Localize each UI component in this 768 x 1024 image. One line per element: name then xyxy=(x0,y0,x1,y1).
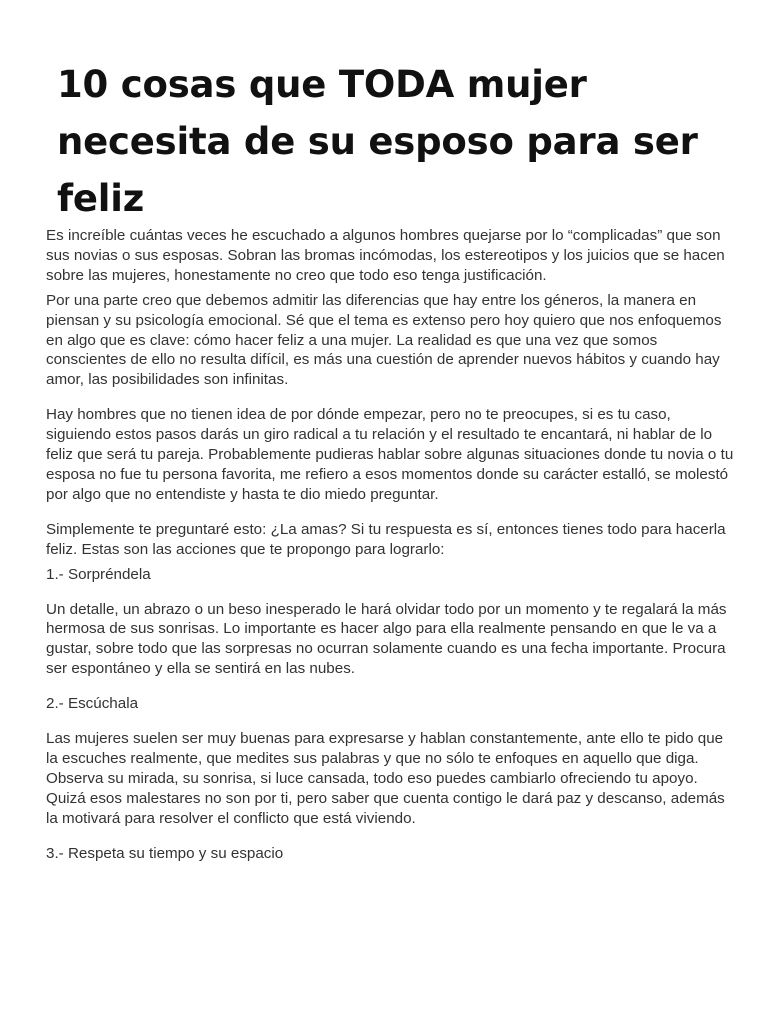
article-body xyxy=(46,226,736,863)
page-title: 10 cosas que TODA mujer necesita de su esposo para ser feliz xyxy=(57,63,698,220)
spacer xyxy=(46,505,736,520)
section-heading-escuchala: 2.- Escúchala xyxy=(46,695,139,713)
spacer xyxy=(46,714,736,729)
paragraph-question: Simplemente te preguntaré esto: ¿La amas? Si tu respuesta es sí, entonces tienes todo para hacerla feliz. Estas son las acciones que te propongo para lograrlo: xyxy=(46,520,726,558)
paragraph-sorprendela: Un detalle, un abrazo o un beso inesperado le hará olvidar todo por un momento y te regalará la más hermosa de sus sonrisas. Lo importante es hacer algo para ella realmente pensando en que le va a gustar, sobre todo que las sorpresas no ocurran solamente cuando es una fecha importante. Procura ser espontáneo y ella se sentirá en las nubes. xyxy=(46,600,727,678)
paragraph-where-to-start: Hay hombres que no tienen idea de por dónde empezar, pero no te preocupes, si es tu caso, siguiendo estos pasos darás un giro radical a tu relación y el resultado te encantará, ni hablar de lo feliz que será tu pareja. Probablemente pudieras hablar sobre algunas situaciones donde tu novia o tu esposa no fue tu persona favorita, me refiero a esos momentos donde su carácter estalló, se molestó por algo que no entendiste y hasta te dio miedo preguntar. xyxy=(46,406,734,503)
spacer xyxy=(46,390,736,405)
spacer xyxy=(46,585,736,600)
spacer xyxy=(46,679,736,694)
section-heading-sorprendela: 1.- Sorpréndela xyxy=(46,565,151,583)
paragraph-differences: Por una parte creo que debemos admitir las diferencias que hay entre los géneros, la manera en piensan y su psicología emocional. Sé que el tema es extenso pero hoy quiero que nos enfoquemos en algo que es clave: cómo hacer feliz a una mujer. La realidad es que una vez que somos conscientes de ello no resulta difícil, es más una cuestión de aprender nuevos hábitos y cuando hay amor, las posibilidades son infinitas. xyxy=(46,291,722,389)
paragraph-escuchala: Las mujeres suelen ser muy buenas para expresarse y hablan constantemente, ante ello te pido que la escuches realmente, que medites sus palabras y que no sólo te enfoques en aquello que diga. Observa su mirada, su sonrisa, si luce cansada, todo eso puedes cambiarlo ofreciendo tu apoyo. Quizá esos malestares no son por ti, pero saber que cuenta contigo le dará paz y descanso, además la motivará para resolver el conflicto que está viviendo. xyxy=(46,730,725,827)
paragraph-intro: Es increíble cuántas veces he escuchado a algunos hombres quejarse por lo “complicadas” que son sus novias o sus esposas. Sobran las bromas incómodas, los estereotipos y los juicios que se hacen sobre las mujeres, honestamente no creo que todo eso tenga justificación. xyxy=(46,227,725,284)
spacer xyxy=(46,829,736,844)
section-heading-respeta: 3.- Respeta su tiempo y su espacio xyxy=(46,844,284,862)
